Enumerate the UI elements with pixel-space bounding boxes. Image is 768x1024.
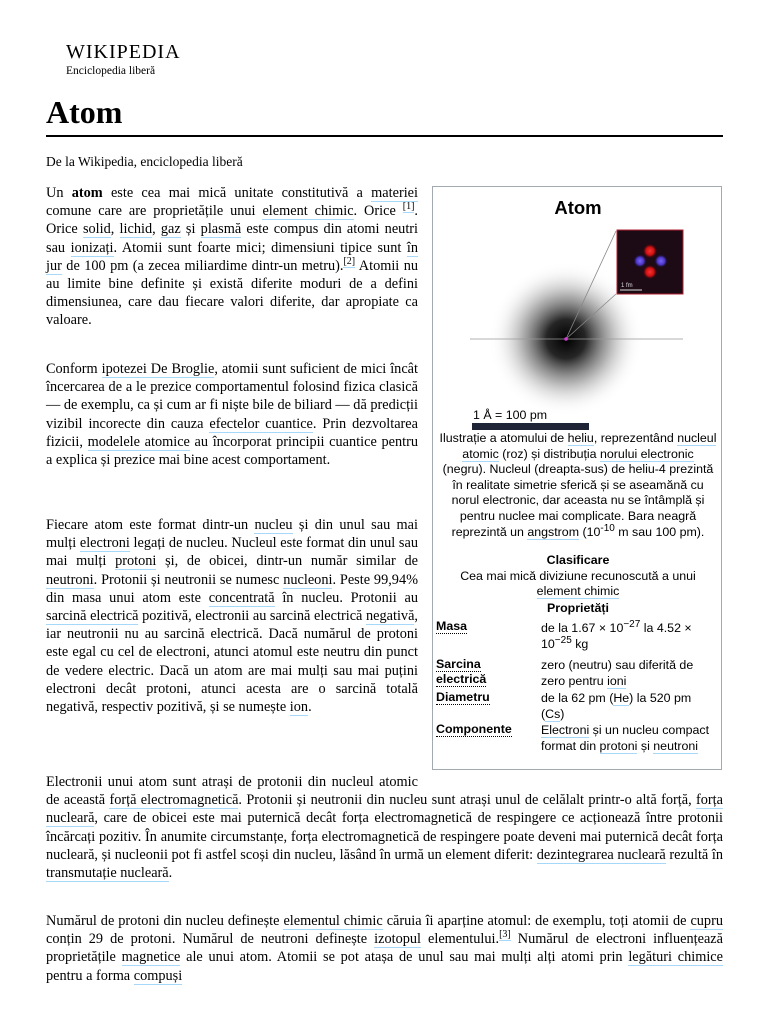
classification-text: Cea mai mică diviziune recunoscută a unui element chimic [460,569,696,598]
paragraph-de-broglie: Conform ipotezei De Broglie, atomii sunt suficient de mici încât încercarea de a le prezice comportamentul folosind fizica clasică — de exemplu, ca și cum ar fi niște bile de biliard — dă predicții vizibil incorecte din cauza efectelor cuantice. Prin dezvoltarea fizicii, modelele atomice au încorporat principii cuantice pentru a explica și prezice mai bine acest comportament. [46,361,418,469]
link-angstrom[interactable]: angstrom [527,524,580,539]
link-ioni[interactable]: ioni [607,673,627,688]
ref-3[interactable]: [3] [499,929,511,941]
value-componente: Electroni și un nucleu compact format din protoni și neutroni [541,723,710,753]
link-lichid[interactable]: lichid [119,221,153,238]
angstrom-scale-bar [472,423,589,430]
link-ipotezei-de-broglie[interactable]: ipotezei De Broglie [101,361,215,377]
link-efecte-cuantice[interactable]: efectelor cuantice [209,415,313,432]
page-title: Atom [46,94,123,130]
link-ion[interactable]: ion [289,699,309,716]
link-ionizati[interactable]: ionizați [70,239,114,256]
link-classification-element-chimic[interactable]: element chimic [536,584,620,598]
wordmark: WIKIPEDIA [66,41,181,63]
nucleus-inset [617,230,683,294]
link-solid[interactable]: solid [82,221,111,238]
link-electroni[interactable]: electroni [79,535,130,552]
proton-bottom [643,265,657,279]
paragraph-intro: Un atom este cea mai mică unitate constitutivă a materiei comune care are proprietățile unui element chimic. Orice [1]. Orice solid, lichid, gaz și plasmă este compus din atomi neutri sau ionizați. Atomii sunt foarte mici; dimensiuni tipice sunt în jur de 100 pm (a zecea miliardime dintr-un metru).[2] Atomii nu au limite bine definite și există diferite moduri de a defini dimensiunea, care dau fiecare valori diferite, dar apropiate ca valoare. [46,185,419,329]
neutron-right [655,255,668,268]
link-cupru[interactable]: cupru [690,913,723,929]
neutron-left [634,255,647,268]
inset-scale-label: 1 fm [621,283,633,289]
link-protoni[interactable]: protoni [115,553,157,570]
link-izotopul[interactable]: izotopul [374,931,421,948]
link-he[interactable]: He [613,691,630,705]
link-concentrata[interactable]: concentrată [208,589,275,606]
classification-header: Clasificare [546,553,610,567]
link-modele-atomice[interactable]: modelele atomice [87,433,190,450]
label-diametru: Diametru [436,690,490,704]
value-sarcina: zero (neutru) sau diferită de zero pentru ioni [541,658,694,688]
paragraph-structure: Fiecare atom este format dintr-un nucleu și din unul sau mai mulți electroni legați de nucleu. Nucleul este format din unul sau mai mulți protoni și, de obicei, dintr-un număr similar de neutroni. Protonii și neutronii se numesc nucleoni. Peste 99,94% din masa unui atom este concentrată în nucleu. Protonii au sarcină electrică pozitivă, electronii au sarcină electrică negativă, iar neutronii nu au sarcină electrică. Dacă numărul de protoni este egal cu cel de electroni, atunci atomul este neutru din punct de vedere electric. Dacă un atom are mai mulți sau mai puțini electroni decât protoni, atunci acesta are o sarcină totală negativă, respectiv pozitivă, și se numește ion. [46,517,419,716]
link-magnetice[interactable]: magnetice [121,949,181,966]
infobox-caption: Ilustrație a atomului de heliu, reprezentând nucleul atomic (roz) și distribuția norului electronic (negru). Nucleul (dreapta-sus) de heliu-4 prezintă în realitate simetrie sferică și se aseamănă cu norul electronic, dar aceasta nu se întâmplă și pentru nuclee mai complicate. Bara neagră reprezintă un angstrom ($10^{-10}$ m sau 100 pm). [439,431,717,539]
link-heliu[interactable]: heliu [567,431,594,445]
ref-2[interactable]: [2] [343,256,356,268]
link-nucleu[interactable]: nucleu [254,517,293,533]
proton-top [643,244,657,258]
link-legaturi-chimice[interactable]: legături chimice [628,949,723,966]
atom-illustration[interactable] [468,225,688,431]
infobox-title: Atom [554,197,602,218]
link-dezintegrarea-nucleara[interactable]: dezintegrarea nucleară [536,846,666,863]
ref-1[interactable]: [1] [402,201,415,213]
link-comp-electroni[interactable]: Electroni [541,723,590,737]
value-masa: de la $1.67 \times 10^{-27}$ la $4.52 \times 10^{-25}$ kg [541,618,692,651]
infobox [432,186,722,770]
link-plasma[interactable]: plasmă [200,221,242,238]
link-in-jur[interactable]: în jur [46,239,418,274]
link-transmutatie-nucleara[interactable]: transmutație nucleară [46,865,169,882]
link-cs[interactable]: Cs [545,706,561,721]
link-compusi[interactable]: compuși [133,967,183,984]
wikipedia-logo[interactable] [66,42,181,78]
label-componente: Componente [436,722,512,736]
link-element-chimic[interactable]: element chimic [262,203,354,220]
title-divider [46,135,723,137]
scale-label: 1 Å = 100 pm [473,408,548,422]
link-comp-neutroni[interactable]: neutroni [653,738,699,753]
label-sarcina-electrica: Sarcina electrică [436,657,487,686]
paragraph-elements: Numărul de protoni din nucleu definește elementul chimic căruia îi aparține atomul: de exemplu, toți atomii de cupru conțin 29 de protoni. Numărul de neutroni definește izotopul elementului.[3] Numărul de electroni influențează proprietățile magnetice ale unui atom. Atomii se pot atașa de unul sau mai mulți alți atomi prin legături chimice pentru a forma compuși [46,913,724,984]
link-neutroni[interactable]: neutroni [46,571,94,588]
link-norului-electronic[interactable]: norului electronic [600,446,694,461]
term-atom: atom [71,185,103,201]
link-comp-protoni[interactable]: protoni [599,738,638,753]
link-nucleoni[interactable]: nucleoni [283,571,333,588]
paragraph-forces: Electronii unui atom sunt atrași de protonii din nucleul atomic de această forță electromagnetică. Protonii și neutronii din nucleu sunt atrași unul de celălalt printr-o altă forță, forța nucleară, care de obicei este mai puternică decât forța electromagnetică de respingere ce acționează între protonii încărcați pozitiv. În anumite circumstanțe, forța electromagnetică de respingere poate deveni mai puternică decât forța nucleară, și nucleonii pot fi astfel scoși din nucleu, lăsând în urmă un element diferit: dezintegrarea nucleară rezultă în transmutație nucleară. [46,774,723,882]
link-sarcina-electrica[interactable]: sarcină electrică [46,608,139,625]
nucleus-dot [564,337,568,341]
link-materiei[interactable]: materiei [371,185,418,201]
tagline: Enciclopedia liberă [66,65,156,77]
properties-header: Proprietăți [547,601,609,615]
value-diametru: de la 62 pm (He) la 520 pm (Cs) [541,691,692,721]
link-nucleul-atomic[interactable]: nucleul atomic [462,431,717,461]
from-line: De la Wikipedia, enciclopedia liberă [46,154,243,169]
link-forta-nucleara[interactable]: forța nucleară [46,792,723,827]
link-negativa[interactable]: negativă [365,608,415,625]
link-gaz[interactable]: gaz [160,221,181,238]
label-masa: Masa [436,619,467,633]
link-forta-electromagnetica[interactable]: forță electromagnetică [109,792,239,809]
link-elementul-chimic[interactable]: elementul chimic [283,913,383,929]
